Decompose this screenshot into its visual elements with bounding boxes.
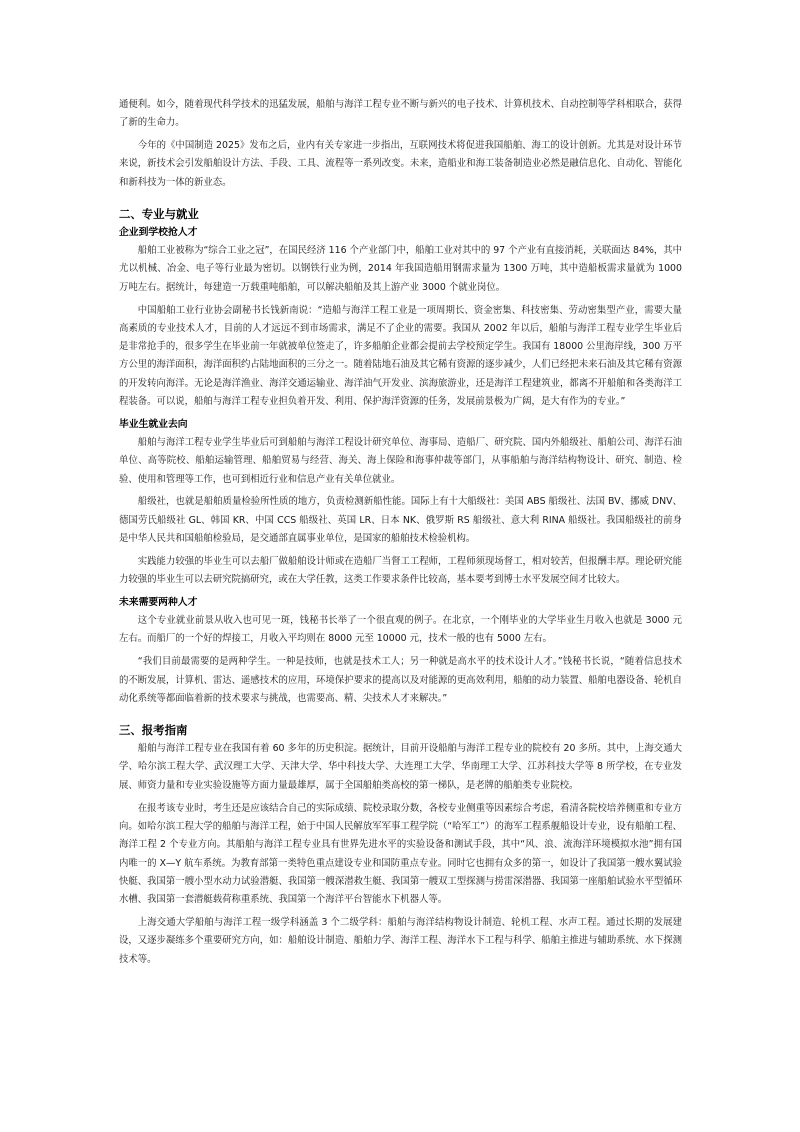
section-heading: 三、报考指南 [119, 723, 188, 738]
paragraph: 上海交通大学船舶与海洋工程一级学科涵盖 3 个二级学科：船舶与海洋结构物设计制造、轮机工程、水声工程。通过长期的发展建设，又逐步凝练多个重要研究方向，如：船舶设计制造、船舶力学、海洋工程、海洋水下工程与科学、船舶主推进与辅助系统、水下探测技术等。 [119, 917, 682, 965]
paragraph: 通便利。如今，随着现代科学技术的迅猛发展，船舶与海洋工程专业不断与新兴的电子技术、计算机技术、自动控制等学科相联合，获得了新的生命力。 [119, 99, 682, 129]
paragraph: “我们目前最需要的是两种学生。一种是技师，也就是技术工人；另一种就是高水平的技术设计人才。”钱秘书长说，“随着信息技术的不断发展，计算机、雷达、遥感技术的应用，环境保护要求的提高以及对能源的更高效利用，船舶的动力装置、船舶电器设备、轮机自动化系统等都面临着新的技术要求与挑战，也需要高、精、尖技术人才来解决。” [119, 656, 682, 704]
subsection-heading: 毕业生就业去向 [119, 418, 188, 430]
paragraph: 船舶与海洋工程专业学生毕业后可到船舶与海洋工程设计研究单位、海事局、造船厂、研究院、国内外船级社、船舶公司、海洋石油单位、高等院校、船舶运输管理、船舶贸易与经营、海关、海上保险和海事仲裁等部门，从事船舶与海洋结构物设计、研究、制造、检验、使用和管理等工作，也可到相近行业和信息产业有关单位就业。 [119, 436, 682, 485]
paragraph: 中国船舶工业行业协会副秘书长钱新南说：“造船与海洋工程工业是一项周期长、资金密集、科技密集、劳动密集型产业，需要大量高素质的专业技术人才，目前的人才远远不到市场需求，满足不了企业的需要。我国从 2002 年以后，船舶与海洋工程专业学生毕业后是非常抢手的，很多学生在毕业前一年就被单位签走了，许多船舶企业都会提前去学校预定学生。我国有 18000 公里海岸线，300 万平方公里的海洋面积，海洋面积约占陆地面积的三分之一。随着陆地石油及其它稀有资源的逐步减少，人们已经把未来石油及其它稀有资源的开发转向海洋。无论是海洋渔业、海洋交通运输业、海洋油气开发业、滨海旅游业，还是海洋工程建筑业，都离不开船舶和各类海洋工程装备。可以说，船舶与海洋工程专业担负着开发、利用、保护海洋资源的任务，发展前景极为广阔，是大有作为的专业。” [119, 304, 682, 408]
subsection-heading: 企业到学校抢人才 [119, 227, 198, 239]
section-heading: 二、专业与就业 [119, 207, 199, 222]
paragraph: 船舶与海洋工程专业在我国有着 60 多年的历史积淀。据统计，目前开设船舶与海洋工程专业的院校有 20 多所。其中，上海交通大学、哈尔滨工程大学、武汉理工大学、天津大学、华中科技大学、大连理工大学、华南理工大学、江苏科技大学等 8 所学校，在专业发展、师资力量和专业实验设施等方面力量最雄厚，属于全国船舶类高校的第一梯队，是老牌的船舶类专业院校。 [119, 743, 682, 791]
paragraph: 船舶工业被称为“综合工业之冠”，在国民经济 116 个产业部门中，船舶工业对其中的 97 个产业有直接消耗，关联面达 84%，其中尤以机械、冶金、电子等行业最为密切。以钢铁行业为例，2014 年我国造船用钢需求量为 1300 万吨，其中造船板需求量就为 1000 万吨左右。据统计，每建造一万载重吨船舶，可以解决船舶及其上游产业 3000 个就业岗位。 [119, 245, 682, 293]
paragraph: 这个专业就业前景从收入也可见一斑，钱秘书长举了一个很直观的例子。在北京，一个刚毕业的大学毕业生月收入也就是 3000 元左右。而船厂的一个好的焊接工，月收入平均则在 8000 元至 10000 元，技术一般的也有 5000 左右。 [119, 615, 682, 645]
paragraph: 在报考该专业时，考生还是应该结合自己的实际成绩、院校录取分数，各校专业侧重等因素综合考虑，看清各院校培养侧重和专业方向。如哈尔滨工程大学的船舶与海洋工程，始于中国人民解放军军事工程学院（“哈军工”）的海军工程系舰船设计专业，设有船舶工程、海洋工程 2 个专业方向。其船舶与海洋工程专业具有世界先进水平的实验设备和测试手段，其中“风、浪、流海洋环境模拟水池”拥有国内唯一的 X—Y 航车系统。为教育部第一类特色重点建设专业和国防重点专业。同时它也拥有众多的第一，如设计了我国第一艘水翼试验快艇、我国第一艘小型水动力试验潜艇、我国第一艘深潜救生艇、我国第一艘双工型探测与捞雷深潜器、我国第一座船舶试验水平型循环水槽、我国第一套潜艇载荷称重系统、我国第一个海洋平台智能水下机器人等。 [119, 802, 682, 906]
paragraph: 今年的《中国制造 2025》发布之后，业内有关专家进一步指出，互联网技术将促进我国船舶、海工的设计创新。尤其是对设计环节来说，新技术会引发船舶设计方法、手段、工具、流程等一系列改变。未来，造船业和海工装备制造业必然是融信息化、自动化、智能化和新科技为一体的新业态。 [119, 140, 682, 188]
subsection-heading: 未来需要两种人才 [119, 597, 198, 609]
document-page [119, 96, 682, 974]
paragraph: 船级社，也就是船舶质量检验所性质的地方，负责检测新船性能。国际上有十大船级社：美国 ABS 船级社、法国 BV、挪威 DNV、德国劳氏船级社 GL、韩国 KR、中国 CCS 船级社、英国 LR、日本 NK、俄罗斯 RS 船级社、意大利 RINA 船级社。我国船级社的前身是中华人民共和国船舶检验局，是交通部直属事业单位，是国家的船舶技术检验机构。 [119, 496, 682, 545]
paragraph: 实践能力较强的毕业生可以去船厂做船舶设计师或在造船厂当督工工程师，工程师须现场督工，相对较苦，但报酬丰厚。理论研究能力较强的毕业生可以去研究院搞研究，或在大学任教，这类工作要求条件比较高，基本要考到博士水平发展空间才比较大。 [119, 555, 682, 586]
